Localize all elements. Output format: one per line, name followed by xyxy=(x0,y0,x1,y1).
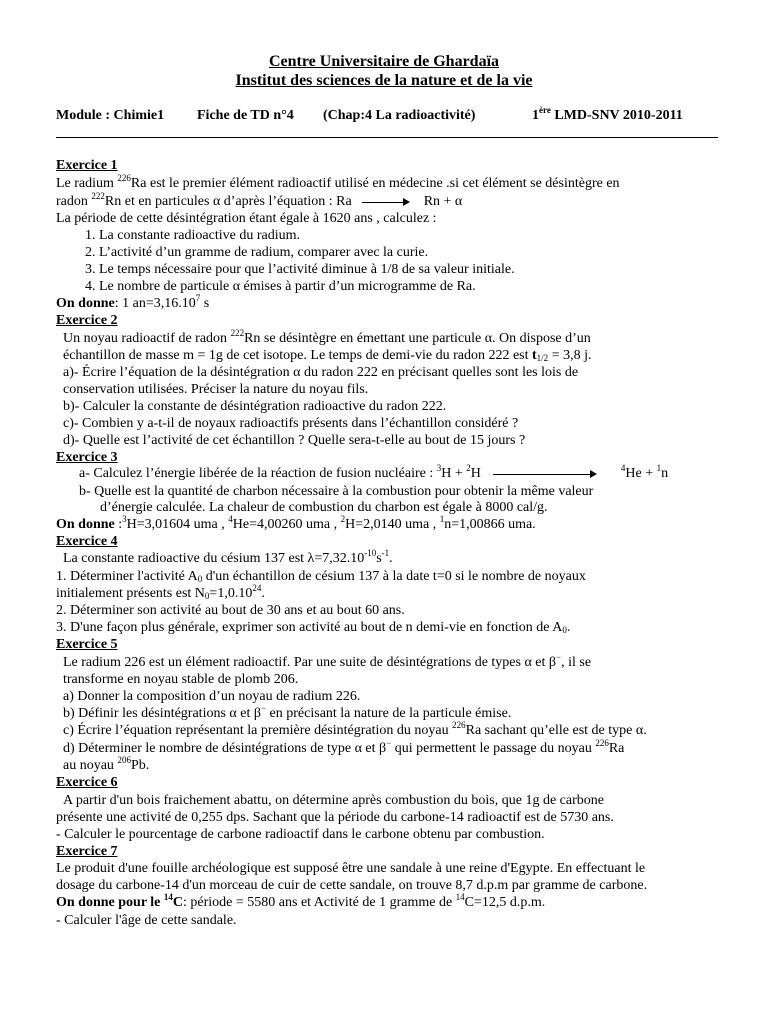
exercise-1-item-2: 2. L’activité d’un gramme de radium, comparer avec la curie. xyxy=(85,245,429,260)
exercise-4-line-1: La constante radioactive du césium 137 est $\lambda=7,32.10^{-10}s^{-1}$. xyxy=(63,548,393,566)
exercise-1-given: On donne: 1 $an=3,16.10^7$ s xyxy=(56,293,210,311)
exercise-4-question-2: 2. Déterminer son activité au bout de 30 ans et au bout 60 ans. xyxy=(56,603,405,618)
exercise-4-question-1: 1. Déterminer l'activité $A_0$ d'un échantillon de césium 137 à la date t=0 si le nombre de noyaux xyxy=(56,569,586,584)
reaction-arrow-icon xyxy=(493,470,597,478)
exercise-3-question-b: b- Quelle est la quantité de charbon nécessaire à la combustion pour obtenir la même valeur xyxy=(79,484,594,499)
institution-title: Centre Universitaire de Ghardaïa xyxy=(268,53,500,70)
exercise-6-line-2: présente une activité de 0,255 dps. Sachant que la période du carbone-14 radioactif est de 5730 ans. xyxy=(56,810,614,825)
module-label: Module : Chimie1 xyxy=(56,108,165,123)
exercise-7-line-2: dosage du carbone-14 d'un morceau de cuir de cette sandale, on trouve 8,7 d.p.m par gramme de carbone. xyxy=(56,878,648,893)
exercise-5-question-b: b) Définir les désintégrations α et β− en précisant la nature de la particule émise. xyxy=(63,703,512,721)
exercise-1-line-3: La période de cette désintégration étant égale à 1620 ans , calculez : xyxy=(56,211,437,226)
exercise-2-title: Exercice 2 xyxy=(56,313,118,328)
exercise-7-question: - Calculer l'âge de cette sandale. xyxy=(56,913,237,928)
reaction-arrow-icon xyxy=(362,198,410,206)
fiche-label: Fiche de TD n°4 xyxy=(197,108,294,123)
institute-subtitle: Institut des sciences de la nature et de la vie xyxy=(235,72,533,89)
exercise-2-question-a-cont: conservation utilisées. Préciser la nature du noyau fils. xyxy=(63,382,369,397)
exercise-5-question-d: d) Déterminer le nombre de désintégrations de type α et β− qui permettent le passage du noyau $^{226}$Ra xyxy=(63,738,625,756)
exercise-5-question-d-cont: au noyau $^{206}$Pb. xyxy=(63,755,150,773)
exercise-1-line-1: Le radium $^{226}$Ra est le premier élément radioactif utilisé en médecine .si cet élément se désintègre en xyxy=(56,173,620,191)
chapter-label: (Chap:4 La radioactivité) xyxy=(323,108,476,123)
exercise-5-line-2: transforme en noyau stable de plomb 206. xyxy=(63,672,299,687)
exercise-6-title: Exercice 6 xyxy=(56,775,118,790)
exercise-4-question-3: 3. D'une façon plus générale, exprimer son activité au bout de n demi-vie en fonction de $A_0$. xyxy=(56,620,571,635)
exercise-2-question-c: c)- Combien y a-t-il de noyaux radioactifs présents dans l’échantillon considéré ? xyxy=(63,416,519,431)
exercise-1-item-3: 3. Le temps nécessaire pour que l’activité diminue à 1/8 de sa valeur initiale. xyxy=(85,262,515,277)
exercise-1-line-2: radon $^{222}$Rn et en particules α d’après l’équation : Ra Rn + α xyxy=(56,191,463,209)
exercise-5-line-1: Le radium 226 est un élément radioactif. Par une suite de désintégrations de types α et β−, il se xyxy=(63,652,592,670)
header-divider xyxy=(56,137,718,138)
exercise-3-question-b-cont: d’énergie calculée. La chaleur de combustion du charbon est égale à 8000 cal/g. xyxy=(100,500,548,515)
exercise-2-question-a: a)- Écrire l’équation de la désintégration α du radon 222 en précisant quelles sont les lois de xyxy=(63,365,579,380)
exercise-1-item-1: 1. La constante radioactive du radium. xyxy=(85,228,300,243)
exercise-3-question-a: a- Calculez l’énergie libérée de la réaction de fusion nucléaire : $^3$H + $^2$H $^4$He + $^1$n xyxy=(79,463,669,481)
level-label: 1ère LMD-SNV 2010-2011 xyxy=(532,105,683,123)
exercise-7-given: On donne pour le $^{14}$C: période = 5580 ans et Activité de 1 gramme de $^{14}$C=12,5 d.p.m. xyxy=(56,892,546,910)
exercise-5-title: Exercice 5 xyxy=(56,637,118,652)
exercise-7-title: Exercice 7 xyxy=(56,844,118,859)
exercise-2-line-1: Un noyau radioactif de radon $^{222}$Rn se désintègre en émettant une particule α. On dispose d’un xyxy=(63,328,591,346)
exercise-1-title: Exercice 1 xyxy=(56,158,118,173)
exercise-3-given: On donne :$^3$H=3,01604 uma , $^4$He=4,00260 uma , $^2$H=2,0140 uma , $^1$n=1,00866 uma. xyxy=(56,514,536,532)
exercise-6-line-1: A partir d'un bois fraichement abattu, on détermine après combustion du bois, que 1g de carbone xyxy=(63,793,604,808)
exercise-5-question-c: c) Écrire l’équation représentant la première désintégration du noyau $^{226}$Ra sachant qu’elle est de type α. xyxy=(63,720,647,738)
exercise-7-line-1: Le produit d'une fouille archéologique est supposé être une sandale à une reine d'Egypte. En effectuant le xyxy=(56,861,646,876)
exercise-3-title: Exercice 3 xyxy=(56,450,118,465)
exercise-6-question: - Calculer le pourcentage de carbone radioactif dans le carbone obtenu par combustion. xyxy=(56,827,545,842)
exercise-2-line-2: échantillon de masse m = 1g de cet isotope. Le temps de demi-vie du radon 222 est $t_{1/2} = 3,8$ j. xyxy=(63,348,592,363)
exercise-2-question-b: b)- Calculer la constante de désintégration radioactive du radon 222. xyxy=(63,399,447,414)
exercise-5-question-a: a) Donner la composition d’un noyau de radium 226. xyxy=(63,689,361,704)
exercise-1-item-4: 4. Le nombre de particule α émises à partir d’un microgramme de Ra. xyxy=(85,279,476,294)
exercise-2-question-d: d)- Quelle est l’activité de cet échantillon ? Quelle sera-t-elle au bout de 15 jours ? xyxy=(63,433,526,448)
exercise-4-question-1-cont: initialement présents est $N_0=1,0.10^{24}$. xyxy=(56,583,265,601)
exercise-4-title: Exercice 4 xyxy=(56,534,118,549)
